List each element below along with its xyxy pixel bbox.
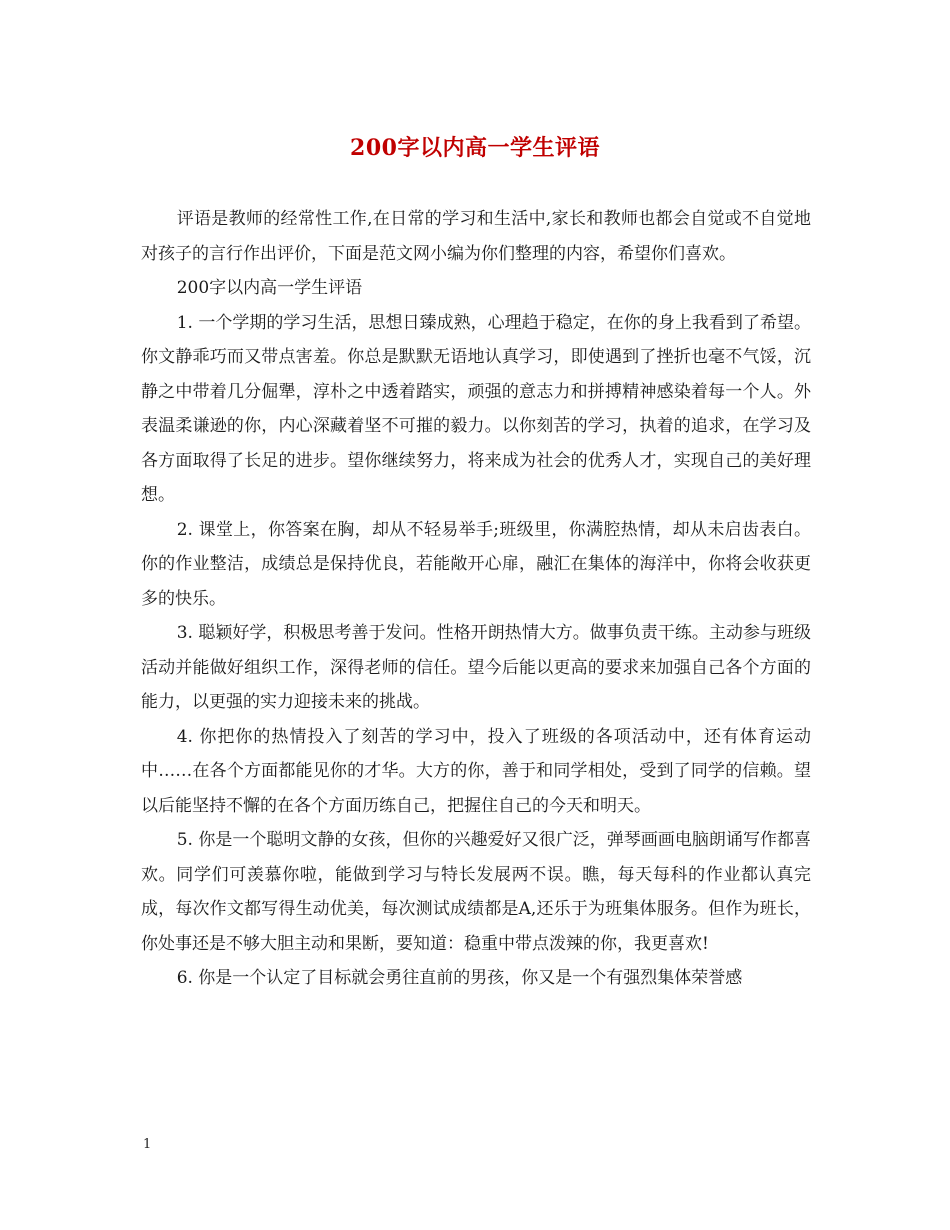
comment-paragraph-5: 5. 你是一个聪明文静的女孩，但你的兴趣爱好又很广泛，弹琴画画电脑朗诵写作都喜欢。同学们可羡慕你啦，能做到学习与特长发展两不误。瞧，每天每科的作业都认真完成，每次作文都写得生动优美，每次测试成绩都是A,还乐于为班集体服务。但作为班长，你处事还是不够大胆主动和果断，要知道：稳重中带点泼辣的你，我更喜欢! (141, 830, 811, 954)
comment-paragraph-6: 6. 你是一个认定了目标就会勇往直前的男孩，你又是一个有强烈集体荣誉感 (176, 968, 743, 988)
intro-paragraph: 评语是教师的经常性工作,在日常的学习和生活中,家长和教师也都会自觉或不自觉地对孩子的言行作出评价，下面是范文网小编为你们整理的内容，希望你们喜欢。 (141, 209, 811, 264)
comment-paragraph-2: 2. 课堂上，你答案在胸，却从不轻易举手;班级里，你满腔热情，却从未启齿表白。你的作业整洁，成绩总是保持优良，若能敞开心扉，融汇在集体的海洋中，你将会收获更多的快乐。 (141, 519, 811, 609)
page-number: 1 (143, 1137, 152, 1152)
comment-paragraph-3: 3. 聪颖好学，积极思考善于发问。性格开朗热情大方。做事负责干练。主动参与班级活动并能做好组织工作，深得老师的信任。望今后能以更高的要求来加强自己各个方面的能力，以更强的实力迎接未来的挑战。 (141, 623, 811, 712)
document-title: 200字以内高一学生评语 (350, 135, 600, 161)
document-body (141, 202, 811, 996)
comment-paragraph-4: 4. 你把你的热情投入了刻苦的学习中，投入了班级的各项活动中，还有体育运动中……在各个方面都能见你的才华。大方的你，善于和同学相处，受到了同学的信赖。望以后能坚持不懈的在各个方面历练自己，把握住自己的今天和明天。 (141, 726, 811, 816)
section-heading: 200字以内高一学生评语 (176, 278, 363, 298)
comment-paragraph-1: 1. 一个学期的学习生活，思想日臻成熟，心理趋于稳定，在你的身上我看到了希望。你文静乖巧而又带点害羞。你总是默默无语地认真学习，即使遇到了挫折也毫不气馁，沉静之中带着几分倔犟，淳朴之中透着踏实，顽强的意志力和拼搏精神感染着每一个人。外表温柔谦逊的你，内心深藏着坚不可摧的毅力。以你刻苦的学习，执着的追求，在学习及各方面取得了长足的进步。望你继续努力，将来成为社会的优秀人才，实现自己的美好理想。 (141, 312, 811, 505)
